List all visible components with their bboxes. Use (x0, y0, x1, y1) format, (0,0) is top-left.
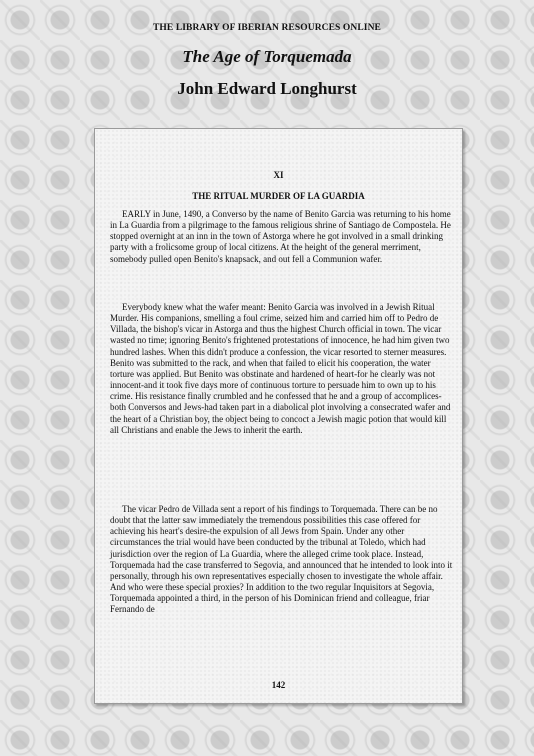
page-number: 142 (271, 680, 286, 690)
paragraph-text: Everybody knew what the wafer meant: Benito Garcia was involved in a Jewish Ritual Murder. His companions, smelling a foul crime, seized him and carried him off to Pedro de Villada, the bishop's vicar in Astorga and thus the highest Church official in town. The vicar wasted no time; ignoring Benito's frightened protestations of innocence, he had him given two hundred lashes. When this didn't produce a confession, the vicar resorted to sterner measures. Benito was submitted to the rack, and when that failed to elicit his cooperation, the water torture was applied. But Benito was obstinate and hardened of heart-for he clearly was not innocent-and it took five days more of continuous torture to persuade him to own up to his crime. His resistance finally crumbled and he confessed that he and a group of accomplices-both Conversos and Jews-had taken part in a diabolical plot involving a consecrated wafer and the heart of a Christian boy, the object being to concoct a Jewish magic potion that would kill all Christians and enable the Jews to inherit the earth. (110, 302, 451, 435)
paragraph-1 (110, 209, 454, 265)
chapter-number: XI (273, 170, 284, 180)
paragraph-3 (110, 504, 454, 616)
book-title: The Age of Torquemada (182, 47, 352, 66)
paragraph-text: The vicar Pedro de Villada sent a report of his findings to Torquemada. There can be no doubt that the latter saw immediately the tremendous possibilities this case offered for achieving his heart's desire-the expulsion of all Jews from Spain. Under any other circumstances the trial would have been conducted by the tribunal at Toledo, which had jurisdiction over the region of La Guardia, where the alleged crime took place. Instead, Torquemada had the case transferred to Segovia, and announced that he intended to look into it personally, through his own representatives especially chosen to investigate the whole affair. And who were these special proxies? In addition to the two regular Inquisitors at Segovia, Torquemada appointed a third, in the person of his Dominican friend and colleague, friar Fernando de (110, 504, 453, 615)
library-header: THE LIBRARY OF IBERIAN RESOURCES ONLINE (152, 23, 381, 33)
author-name: John Edward Longhurst (177, 79, 357, 98)
chapter-title: THE RITUAL MURDER OF LA GUARDIA (192, 191, 365, 201)
paragraph-text: EARLY in June, 1490, a Converso by the name of Benito Garcia was returning to his home in La Guardia from a pilgrimage to the famous religious shrine of Santiago de Compostela. He stopped overnight at an inn in the town of Astorga where he got involved in a small drinking party with a frolicsome group of local citizens. At the height of the general merriment, somebody pulled open Benito's knapsack, and out fell a Communion wafer. (110, 209, 451, 264)
paragraph-2 (110, 302, 454, 436)
